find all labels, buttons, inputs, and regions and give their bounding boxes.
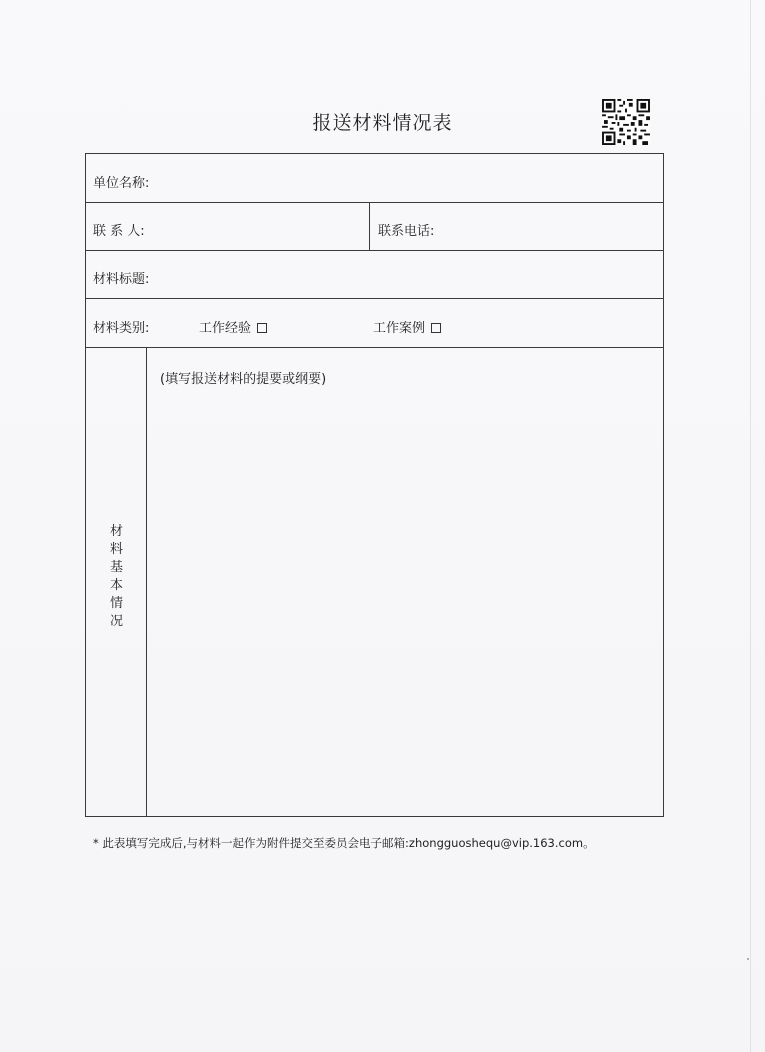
contact-person-label: 联 系 人: bbox=[93, 224, 145, 239]
footnote: * 此表填写完成后,与材料一起作为附件提交至委员会电子邮箱:zhongguoshequ@vip.163.com。 bbox=[93, 836, 595, 850]
option-work-experience-label: 工作经验 bbox=[199, 321, 252, 336]
material-category-row bbox=[86, 298, 663, 348]
material-title-row bbox=[86, 250, 663, 299]
contact-row bbox=[86, 202, 663, 251]
contact-phone-label: 联系电话: bbox=[378, 224, 435, 239]
basic-info-hint: (填写报送材料的提要或纲要) bbox=[160, 372, 327, 387]
form-title: 报送材料情况表 bbox=[312, 112, 453, 134]
option-work-case[interactable] bbox=[373, 317, 441, 336]
option-work-case-label: 工作案例 bbox=[373, 321, 426, 336]
unit-name-label: 单位名称: bbox=[93, 176, 150, 191]
material-title-label: 材料标题: bbox=[93, 272, 150, 287]
scan-speck bbox=[747, 958, 749, 960]
unit-name-row bbox=[86, 154, 663, 203]
contact-divider bbox=[369, 202, 370, 250]
material-form-table bbox=[85, 153, 664, 817]
label-char: 基 bbox=[109, 560, 123, 575]
label-char: 况 bbox=[109, 614, 123, 629]
label-char: 情 bbox=[109, 596, 123, 611]
label-char: 料 bbox=[109, 542, 123, 557]
label-char: 材 bbox=[109, 524, 123, 539]
material-category-label: 材料类别: bbox=[93, 321, 150, 336]
qr-code-icon bbox=[602, 99, 650, 145]
page-edge bbox=[750, 0, 751, 1052]
basic-info-vertical-label bbox=[86, 523, 147, 631]
basic-info-label-cell bbox=[86, 348, 147, 817]
label-char: 本 bbox=[109, 578, 123, 593]
option-work-experience[interactable] bbox=[199, 317, 267, 336]
checkbox-icon[interactable] bbox=[257, 323, 267, 333]
checkbox-icon[interactable] bbox=[431, 323, 441, 333]
